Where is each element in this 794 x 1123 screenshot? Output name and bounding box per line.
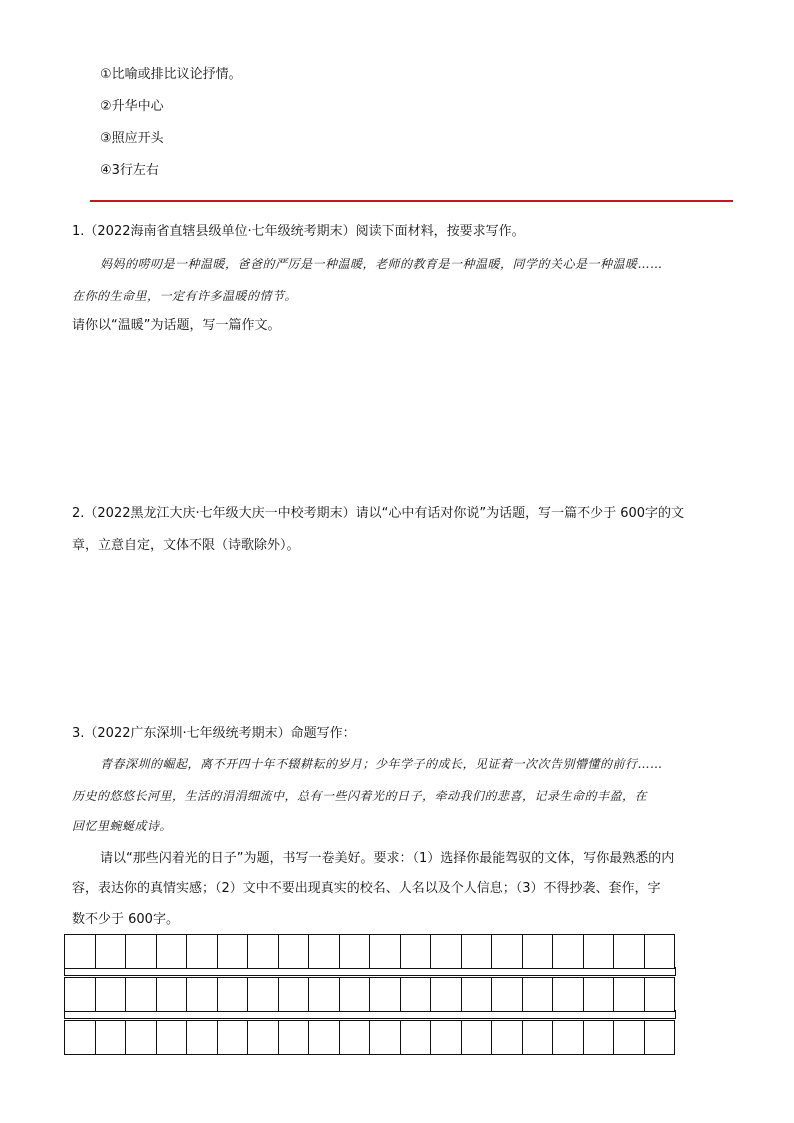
grid-cell [461, 1021, 492, 1055]
list-item-2: ②升华中心 [100, 99, 164, 114]
grid-cell [400, 935, 431, 969]
grid-cell [95, 1021, 126, 1055]
grid-spacer [64, 967, 676, 976]
grid-cell [644, 935, 675, 969]
grid-cell [553, 935, 584, 969]
grid-cell [492, 1021, 523, 1055]
grid-cell [431, 1021, 462, 1055]
grid-cell [339, 1021, 370, 1055]
q1-task: 请你以“温暖”为话题，写一篇作文。 [72, 318, 281, 333]
writing-grid-row-3 [64, 1020, 675, 1055]
grid-cell [370, 1021, 401, 1055]
grid-cell [187, 978, 218, 1012]
list-item-4: ④3行左右 [100, 163, 159, 178]
grid-cell [217, 1021, 248, 1055]
grid-cell [217, 935, 248, 969]
grid-cell [492, 935, 523, 969]
grid-cell [278, 978, 309, 1012]
list-item-3: ③照应开头 [100, 131, 164, 146]
writing-grid-row-1 [64, 934, 675, 969]
grid-cell [522, 935, 553, 969]
grid-cell [95, 935, 126, 969]
q3-requirement-line-1: 请以“那些闪着光的日子”为题，书写一卷美好。要求：（1）选择你最能驾驭的文体，写你最熟悉的内 [100, 851, 675, 866]
grid-cell [583, 1021, 614, 1055]
grid-cell [309, 1021, 340, 1055]
section-divider [90, 200, 733, 202]
grid-cell [187, 935, 218, 969]
grid-cell [583, 978, 614, 1012]
grid-cell [522, 978, 553, 1012]
grid-cell [65, 978, 96, 1012]
q3-material-line-1: 青春深圳的崛起，离不开四十年不辍耕耘的岁月；少年学子的成长，见证着一次次告别懵懂的前行…… [100, 757, 663, 771]
grid-cell [156, 935, 187, 969]
grid-cell [431, 978, 462, 1012]
grid-cell [370, 935, 401, 969]
list-item-1: ①比喻或排比议论抒情。 [100, 67, 242, 82]
grid-cell [248, 935, 279, 969]
grid-cell [400, 1021, 431, 1055]
grid-cell [614, 978, 645, 1012]
grid-cell [431, 935, 462, 969]
q2-prompt-line-1: 2.（2022黑龙江大庆·七年级大庆一中校考期末）请以“心中有话对你说”为话题，写一篇不少于 600字的文 [72, 506, 685, 521]
grid-cell [187, 1021, 218, 1055]
q3-material-line-3: 回忆里蜿蜒成诗。 [72, 819, 173, 833]
grid-cell [492, 978, 523, 1012]
q1-material-line-2: 在你的生命里，一定有许多温暖的情节。 [72, 289, 298, 303]
q3-material-line-2: 历史的悠悠长河里，生活的涓涓细流中，总有一些闪着光的日子，牵动我们的悲喜，记录生命的丰盈，在 [72, 789, 648, 803]
q2-prompt-line-2: 章，立意自定，文体不限（诗歌除外）。 [72, 538, 300, 553]
grid-cell [370, 978, 401, 1012]
grid-cell [248, 978, 279, 1012]
grid-cell [248, 1021, 279, 1055]
grid-cell [614, 1021, 645, 1055]
grid-cell [461, 935, 492, 969]
grid-cell [278, 935, 309, 969]
grid-cell [65, 1021, 96, 1055]
grid-cell [644, 1021, 675, 1055]
grid-cell [217, 978, 248, 1012]
grid-cell [126, 935, 157, 969]
grid-cell [156, 1021, 187, 1055]
grid-cell [553, 978, 584, 1012]
grid-cell [309, 978, 340, 1012]
grid-spacer [64, 1010, 676, 1019]
q3-requirement-line-2: 容，表达你的真情实感；（2）文中不要出现真实的校名、人名以及个人信息；（3）不得抄袭、套作，字 [72, 881, 661, 896]
grid-cell [278, 1021, 309, 1055]
grid-cell [553, 1021, 584, 1055]
q1-material-line-1: 妈妈的唠叨是一种温暖，爸爸的严厉是一种温暖，老师的教育是一种温暖，同学的关心是一种温暖…… [100, 257, 663, 271]
grid-cell [461, 978, 492, 1012]
grid-cell [95, 978, 126, 1012]
grid-cell [126, 978, 157, 1012]
grid-cell [644, 978, 675, 1012]
q3-prompt: 3.（2022广东深圳·七年级统考期末）命题写作： [72, 726, 356, 741]
grid-cell [583, 935, 614, 969]
grid-cell [126, 1021, 157, 1055]
grid-cell [339, 935, 370, 969]
grid-cell [156, 978, 187, 1012]
q1-prompt: 1.（2022海南省直辖县级单位·七年级统考期末）阅读下面材料，按要求写作。 [72, 224, 525, 239]
grid-cell [339, 978, 370, 1012]
grid-cell [614, 935, 645, 969]
writing-grid-row-2 [64, 977, 675, 1012]
grid-cell [400, 978, 431, 1012]
grid-cell [65, 935, 96, 969]
grid-cell [309, 935, 340, 969]
grid-cell [522, 1021, 553, 1055]
q3-requirement-line-3: 数不少于 600字。 [72, 912, 179, 927]
